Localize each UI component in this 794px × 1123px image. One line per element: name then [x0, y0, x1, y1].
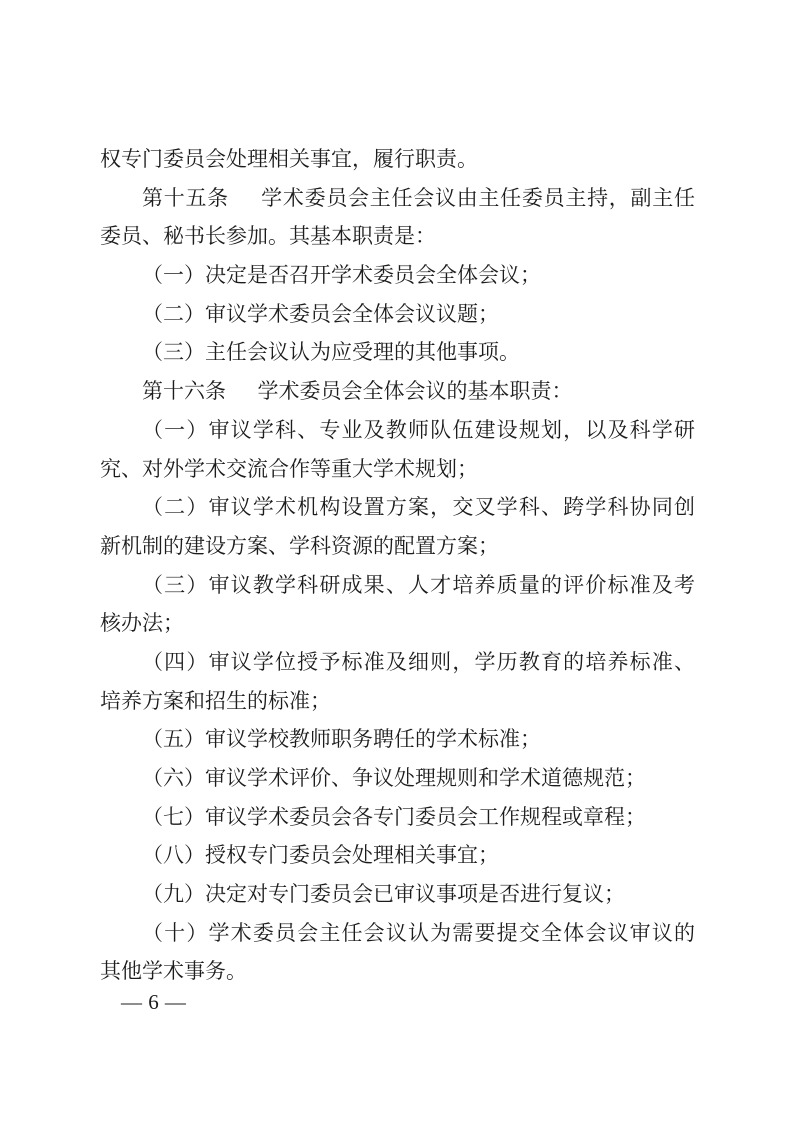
- list-item-line: （四）审议学位授予标准及细则，学历教育的培养标准、: [142, 649, 695, 674]
- body-line: 新机制的建设方案、学科资源的配置方案；: [100, 533, 499, 558]
- list-item-line: （三）审议教学科研成果、人才培养质量的评价标准及考: [142, 572, 695, 597]
- list-item-line: （二）审议学术机构设置方案，交叉学科、跨学科协同创: [142, 495, 695, 520]
- body-line: 究、对外学术交流合作等重大学术规划；: [100, 456, 478, 481]
- document-body: [100, 140, 695, 991]
- article-16-heading-line: 第十六条 学术委员会全体会议的基本职责：: [142, 379, 573, 404]
- list-item-line: （二）审议学术委员会全体会议议题；: [142, 301, 499, 326]
- body-line: 核办法；: [100, 611, 184, 636]
- list-item-line: （三）主任会议认为应受理的其他事项。: [142, 340, 520, 365]
- list-item-line: （五）审议学校教师职务聘任的学术标准；: [142, 727, 541, 752]
- list-item-line: （十）学术委员会主任会议认为需要提交全体会议审议的: [142, 920, 695, 945]
- page-number: — 6 —: [121, 990, 187, 1014]
- body-line: 培养方案和招生的标准；: [100, 688, 331, 713]
- list-item-line: （一）审议学科、专业及教师队伍建设规划，以及科学研: [142, 417, 695, 442]
- list-item-line: （一）决定是否召开学术委员会全体会议；: [142, 263, 541, 288]
- article-15-heading-line: 第十五条 学术委员会主任会议由主任委员主持，副主任: [142, 185, 695, 210]
- list-item-line: （六）审议学术评价、争议处理规则和学术道德规范；: [142, 766, 646, 790]
- body-line: 委员、秘书长参加。其基本职责是：: [100, 224, 436, 249]
- body-line: 权专门委员会处理相关事宜，履行职责。: [100, 147, 478, 171]
- list-item-line: （八）授权专门委员会处理相关事宜；: [142, 843, 499, 868]
- list-item-line: （七）审议学术委员会各专门委员会工作规程或章程；: [142, 804, 646, 829]
- list-item-line: （九）决定对专门委员会已审议事项是否进行复议；: [142, 882, 625, 907]
- body-line: 其他学术事务。: [100, 959, 247, 984]
